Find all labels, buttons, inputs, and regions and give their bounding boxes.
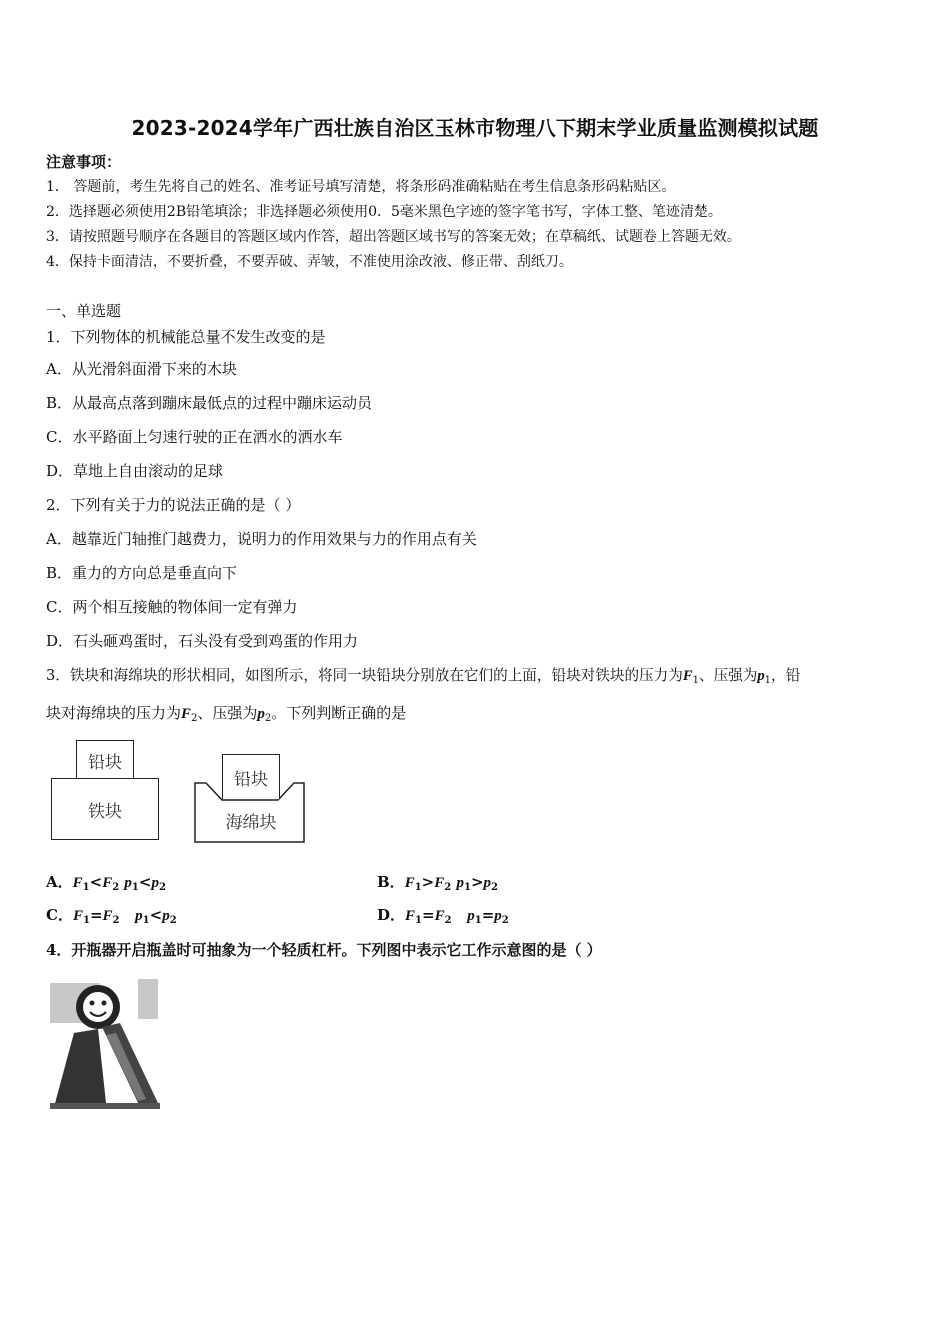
q2-option-a: A．越靠近门轴推门越费力，说明力的作用效果与力的作用点有关 xyxy=(46,530,477,548)
notice-heading: 注意事项： xyxy=(46,153,122,171)
sponge-label: 海绵块 xyxy=(225,813,277,833)
q1-option-d: D．草地上自由滚动的足球 xyxy=(46,462,224,480)
q3-stem-line-1: 3．铁块和海绵块的形状相同，如图所示，将同一块铅块分别放在它们的上面，铅块对铁块的压力为$F_1$、压强为$p_1$，铅 xyxy=(46,667,801,686)
q3-option-d: D．$F_1=F_2$ $p_1=p_2$ xyxy=(377,906,509,926)
q3-option-b: B．$F_1>F_2$ $p_1>p_2$ xyxy=(377,873,498,893)
q1-option-b: B．从最高点落到蹦床最低点的过程中蹦床运动员 xyxy=(46,394,373,412)
q4-stem: 4．开瓶器开启瓶盖时可抽象为一个轻质杠杆。下列图中表示它工作示意图的是（ ） xyxy=(46,941,602,959)
q3-option-c: C．$F_1=F_2$ $p_1<p_2$ xyxy=(46,906,177,926)
section-heading: 一、单选题 xyxy=(46,302,122,320)
lead-block-1: 铅块 xyxy=(76,740,134,780)
q1-stem: 1．下列物体的机械能总量不发生改变的是 xyxy=(46,328,326,346)
q2-stem: 2．下列有关于力的说法正确的是（ ） xyxy=(46,496,301,514)
iron-block: 铁块 xyxy=(51,778,159,840)
q3-stem-line-2: 块对海绵块的压力为$F_2$、压强为$p_2$。下列判断正确的是 xyxy=(46,704,407,724)
notice-item-2: 2．选择题必须使用2B铅笔填涂；非选择题必须使用0．5毫米黑色字迹的签字笔书写，字体工整、笔迹清楚。 xyxy=(46,204,722,220)
q2-option-d: D．石头砸鸡蛋时，石头没有受到鸡蛋的作用力 xyxy=(46,632,359,650)
lead-block-2: 铅块 xyxy=(222,754,280,799)
bottle-opener-image xyxy=(46,975,166,1113)
q3-option-a: A．$F_1<F_2$ $p_1<p_2$ xyxy=(46,873,166,893)
q2-option-b: B．重力的方向总是垂直向下 xyxy=(46,564,238,582)
notice-item-1: 1． 答题前，考生先将自己的姓名、准考证号填写清楚，将条形码准确粘贴在考生信息条形码粘贴区。 xyxy=(46,179,676,195)
q1-option-a: A．从光滑斜面滑下来的木块 xyxy=(46,360,237,378)
notice-item-4: 4．保持卡面清洁，不要折叠，不要弄破、弄皱，不准使用涂改液、修正带、刮纸刀。 xyxy=(46,254,573,270)
q1-option-c: C．水平路面上匀速行驶的正在洒水的洒水车 xyxy=(46,428,343,446)
notice-item-3: 3．请按照题号顺序在各题目的答题区域内作答，超出答题区域书写的答案无效；在草稿纸、试题卷上答题无效。 xyxy=(46,229,741,245)
q2-option-c: C．两个相互接触的物体间一定有弹力 xyxy=(46,598,298,616)
page-title: 2023-2024学年广西壮族自治区玉林市物理八下期末学业质量监测模拟试题 xyxy=(131,116,819,140)
